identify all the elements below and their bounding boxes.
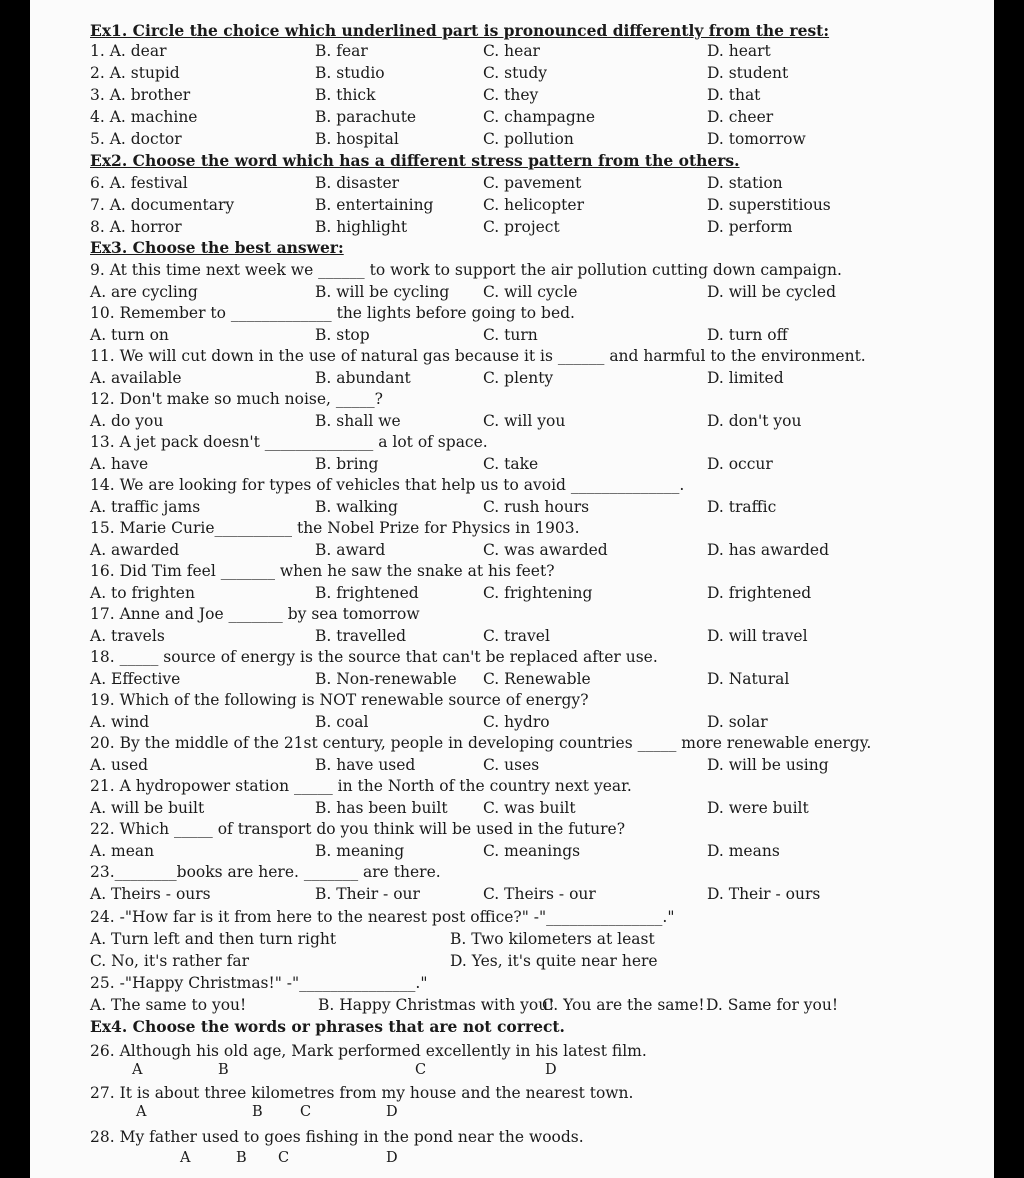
q28-letter-b: B (236, 1150, 247, 1166)
ex1-option: 2. A. stupid (90, 64, 180, 82)
ex3-option: A. travels (90, 627, 165, 645)
ex3-option: A. wind (90, 713, 150, 731)
ex3-option: A. will be built (90, 799, 205, 817)
ex3-option: D. were built (707, 799, 809, 817)
ex2-option: B. highlight (315, 218, 408, 236)
q25-option-d: D. Same for you! (706, 996, 839, 1014)
ex3-option: C. will cycle (483, 283, 578, 301)
ex3-option: C. plenty (483, 369, 554, 387)
ex1-option: D. tomorrow (707, 130, 806, 148)
ex3-option: B. bring (315, 455, 379, 473)
ex3-option: C. hydro (483, 713, 550, 731)
ex3-options-row (90, 539, 970, 561)
ex2-row (90, 194, 970, 216)
ex1-option: C. hear (483, 42, 540, 60)
ex3-option: B. Non-renewable (315, 670, 457, 688)
ex1-row (90, 128, 970, 150)
ex3-option: D. means (707, 842, 780, 860)
ex3-option: B. has been built (315, 799, 448, 817)
ex3-question: 14. We are looking for types of vehicles that help us to avoid ______________. (90, 476, 685, 494)
ex3-option: A. awarded (90, 541, 180, 559)
ex3-option: A. traffic jams (90, 498, 201, 516)
ex3-option: C. was awarded (483, 541, 608, 559)
ex3-options-row (90, 625, 970, 647)
ex3-option: D. will be cycled (707, 283, 836, 301)
ex3-option: D. solar (707, 713, 768, 731)
ex3-options-row (90, 754, 970, 776)
ex3-option: B. will be cycling (315, 283, 450, 301)
ex3-option: D. has awarded (707, 541, 830, 559)
q27-letter-d: D (386, 1104, 398, 1120)
ex2-option: B. disaster (315, 174, 400, 192)
left-frame-border (0, 0, 30, 1178)
ex3-options-row (90, 324, 970, 346)
ex1-option: B. fear (315, 42, 368, 60)
ex3-option: D. traffic (707, 498, 777, 516)
ex2-row (90, 216, 970, 238)
q27-letters (90, 1102, 690, 1122)
q25-option-a: A. The same to you! (90, 996, 247, 1014)
ex3-option: D. Natural (707, 670, 790, 688)
ex3-option: B. Their - our (315, 885, 420, 903)
ex3-question: 15. Marie Curie__________ the Nobel Prize for Physics in 1903. (90, 519, 580, 537)
ex3-options-row (90, 367, 970, 389)
ex3-question: 9. At this time next week we ______ to work to support the air pollution cutting down campaign. (90, 261, 842, 279)
ex3-option: A. are cycling (90, 283, 198, 301)
ex4-title: Ex4. Choose the words or phrases that are not correct. (90, 1017, 565, 1036)
ex1-title: Ex1. Circle the choice which underlined part is pronounced differently from the rest: (90, 21, 830, 40)
ex2-option: D. superstitious (707, 196, 831, 214)
ex3-option: D. turn off (707, 326, 788, 344)
ex3-question: 19. Which of the following is NOT renewable source of energy? (90, 691, 589, 709)
ex3-option: D. limited (707, 369, 784, 387)
ex3-question: 20. By the middle of the 21st century, people in developing countries _____ more renewable energy. (90, 734, 872, 752)
ex1-option: 1. A. dear (90, 42, 167, 60)
question-24: 24. -"How far is it from here to the nearest post office?" -"_______________." (90, 908, 675, 926)
ex3-option: A. to frighten (90, 584, 195, 602)
ex3-option: B. shall we (315, 412, 401, 430)
ex3-option: C. meanings (483, 842, 581, 860)
ex2-option: C. project (483, 218, 560, 236)
q25-option-b: B. Happy Christmas with you! (318, 996, 555, 1014)
ex3-option: A. Effective (90, 670, 181, 688)
ex1-option: C. pollution (483, 130, 574, 148)
ex3-options-row (90, 883, 970, 905)
q28-letters (90, 1148, 690, 1168)
ex3-option: A. Theirs - ours (90, 885, 211, 903)
ex3-options-row (90, 410, 970, 432)
ex1-option: D. that (707, 86, 761, 104)
ex2-option: B. entertaining (315, 196, 434, 214)
ex3-option: B. frightened (315, 584, 419, 602)
q24-option-a: A. Turn left and then turn right (90, 930, 337, 948)
q25-option-c: C. You are the same! (542, 996, 705, 1014)
ex3-option: B. have used (315, 756, 416, 774)
ex1-option: D. cheer (707, 108, 774, 126)
q28-letter-d: D (386, 1150, 398, 1166)
q28-letter-c: C (278, 1150, 290, 1166)
ex3-option: D. don't you (707, 412, 802, 430)
ex3-question: 12. Don't make so much noise, _____? (90, 390, 383, 408)
q26-letter-c: C (415, 1062, 427, 1078)
ex3-option: D. will travel (707, 627, 808, 645)
ex3-option: D. occur (707, 455, 773, 473)
ex3-option: C. uses (483, 756, 540, 774)
ex3-option: B. travelled (315, 627, 407, 645)
question-26: 26. Although his old age, Mark performed excellently in his latest film. (90, 1042, 647, 1060)
ex3-option: C. will you (483, 412, 566, 430)
ex3-option: A. turn on (90, 326, 169, 344)
ex2-option: C. helicopter (483, 196, 584, 214)
ex3-question: 10. Remember to _____________ the lights before going to bed. (90, 304, 575, 322)
ex3-question: 18. _____ source of energy is the source that can't be replaced after use. (90, 648, 658, 666)
ex3-question: 13. A jet pack doesn't ______________ a lot of space. (90, 433, 488, 451)
ex3-question: 11. We will cut down in the use of natural gas because it is ______ and harmful to the environment. (90, 347, 866, 365)
ex1-option: D. heart (707, 42, 771, 60)
ex3-options-row (90, 711, 970, 733)
ex3-options-row (90, 840, 970, 862)
question-27: 27. It is about three kilometres from my house and the nearest town. (90, 1084, 634, 1102)
q26-letter-b: B (218, 1062, 229, 1078)
right-frame-border (994, 0, 1024, 1178)
ex3-option: B. abundant (315, 369, 411, 387)
ex2-option: D. station (707, 174, 783, 192)
q28-letter-a: A (180, 1150, 191, 1166)
ex1-option: B. parachute (315, 108, 417, 126)
ex3-question: 22. Which _____ of transport do you think will be used in the future? (90, 820, 626, 838)
q27-letter-a: A (136, 1104, 147, 1120)
worksheet-page (30, 0, 994, 1178)
ex3-option: C. was built (483, 799, 576, 817)
ex3-option: A. mean (90, 842, 155, 860)
ex3-options-row (90, 496, 970, 518)
ex3-option: B. coal (315, 713, 369, 731)
ex3-option: A. available (90, 369, 182, 387)
ex1-row (90, 62, 970, 84)
ex1-option: B. studio (315, 64, 385, 82)
ex3-option: C. travel (483, 627, 550, 645)
ex3-options-row (90, 797, 970, 819)
ex3-option: D. frightened (707, 584, 812, 602)
ex2-option: 6. A. festival (90, 174, 188, 192)
q26-letters (90, 1060, 690, 1080)
ex1-option: B. thick (315, 86, 376, 104)
ex2-option: D. perform (707, 218, 793, 236)
ex1-row (90, 106, 970, 128)
ex2-option: 7. A. documentary (90, 196, 235, 214)
ex3-option: C. Theirs - our (483, 885, 596, 903)
ex1-option: 4. A. machine (90, 108, 198, 126)
ex2-title: Ex2. Choose the word which has a different stress pattern from the others. (90, 151, 740, 170)
ex1-option: 3. A. brother (90, 86, 191, 104)
ex3-question: 17. Anne and Joe _______ by sea tomorrow (90, 605, 420, 623)
question-25: 25. -"Happy Christmas!" -"_______________." (90, 974, 428, 992)
ex3-options-row (90, 668, 970, 690)
ex3-question: 23.________books are here. _______ are there. (90, 863, 441, 881)
ex3-option: C. rush hours (483, 498, 590, 516)
ex3-title: Ex3. Choose the best answer: (90, 238, 344, 257)
ex3-options-row (90, 453, 970, 475)
ex3-option: A. used (90, 756, 149, 774)
q27-letter-c: C (300, 1104, 312, 1120)
ex1-row (90, 84, 970, 106)
ex1-option: B. hospital (315, 130, 399, 148)
ex3-option: B. walking (315, 498, 398, 516)
ex1-option: C. study (483, 64, 548, 82)
ex2-option: C. pavement (483, 174, 582, 192)
ex1-option: C. champagne (483, 108, 596, 126)
ex3-option: C. turn (483, 326, 538, 344)
ex2-option: 8. A. horror (90, 218, 182, 236)
ex3-option: D. will be using (707, 756, 829, 774)
ex3-options-row (90, 281, 970, 303)
q27-letter-b: B (252, 1104, 263, 1120)
q24-option-b: B. Two kilometers at least (450, 930, 655, 948)
ex3-option: B. stop (315, 326, 370, 344)
ex3-option: B. award (315, 541, 386, 559)
question-28: 28. My father used to goes fishing in the pond near the woods. (90, 1128, 584, 1146)
ex3-option: A. do you (90, 412, 164, 430)
ex3-option: C. Renewable (483, 670, 591, 688)
ex1-option: C. they (483, 86, 539, 104)
ex3-option: A. have (90, 455, 149, 473)
ex3-option: D. Their - ours (707, 885, 821, 903)
q24-option-d: D. Yes, it's quite near here (450, 952, 658, 970)
ex3-option: C. take (483, 455, 539, 473)
ex2-row (90, 172, 970, 194)
ex1-option: D. student (707, 64, 789, 82)
ex3-option: B. meaning (315, 842, 405, 860)
ex3-options-row (90, 582, 970, 604)
q26-letter-d: D (545, 1062, 557, 1078)
ex3-question: 16. Did Tim feel _______ when he saw the snake at his feet? (90, 562, 555, 580)
ex1-row (90, 40, 970, 62)
ex1-option: 5. A. doctor (90, 130, 182, 148)
ex3-option: C. frightening (483, 584, 593, 602)
q26-letter-a: A (132, 1062, 143, 1078)
q24-option-c: C. No, it's rather far (90, 952, 249, 970)
ex3-question: 21. A hydropower station _____ in the North of the country next year. (90, 777, 632, 795)
